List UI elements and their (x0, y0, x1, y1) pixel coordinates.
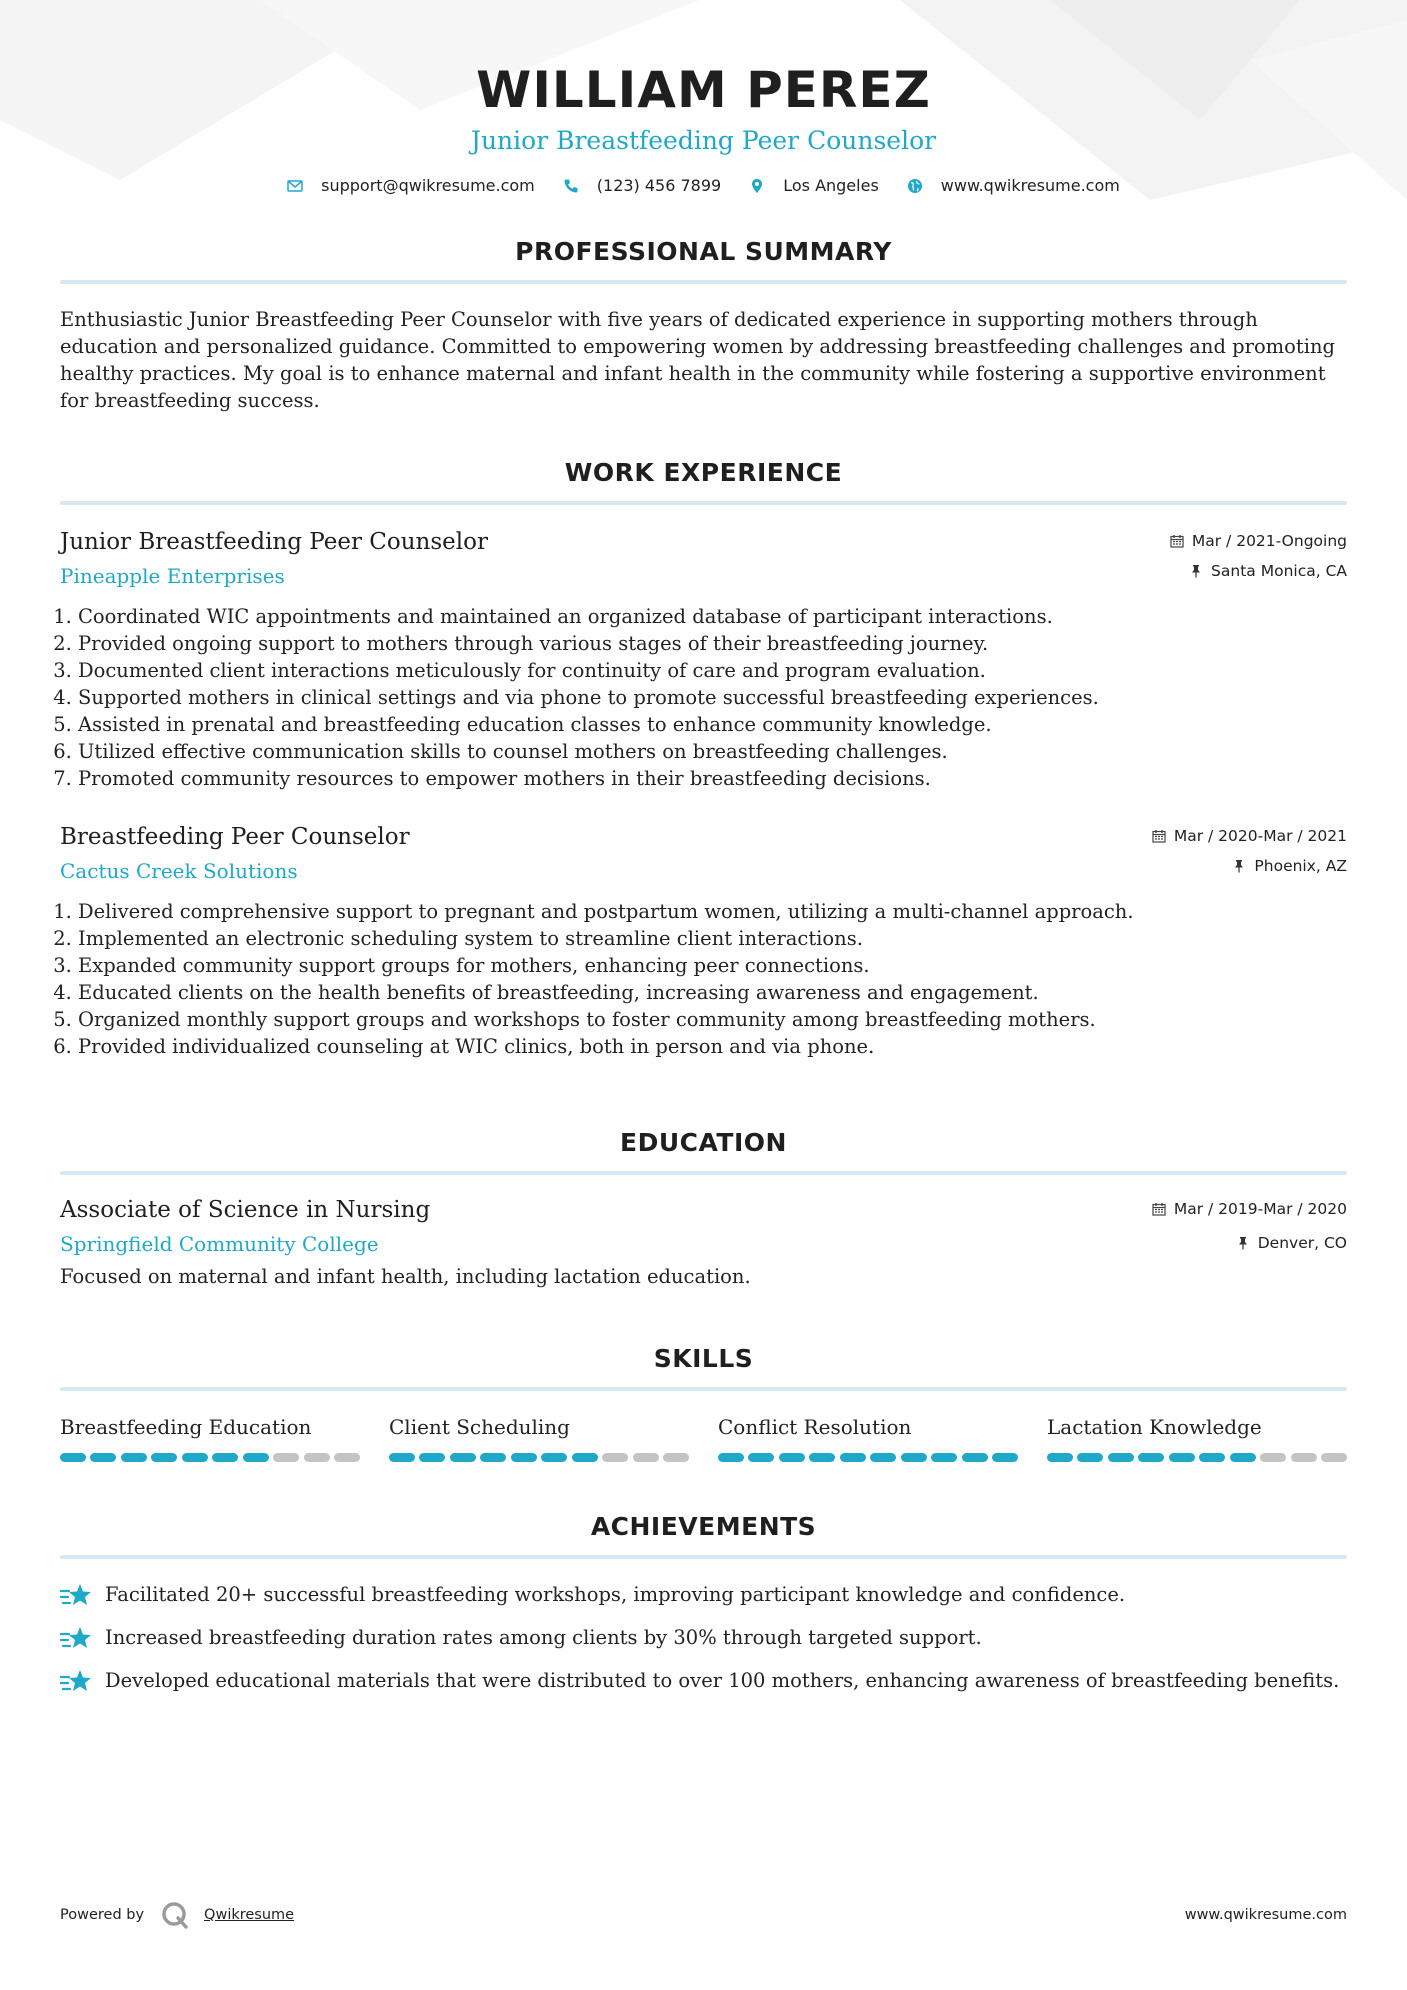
skills-heading: SKILLS (653, 1344, 754, 1373)
skill-segment-filled (748, 1453, 774, 1462)
education-location: Denver, CO (1257, 1234, 1347, 1252)
skill-segment-filled (90, 1453, 116, 1462)
education-description: Focused on maternal and infant health, including lactation education. (60, 1265, 751, 1288)
skill-segment-filled (1047, 1453, 1073, 1462)
skill-item (1047, 1413, 1347, 1462)
skill-segment-filled (480, 1453, 506, 1462)
duty-item: 4. Supported mothers in clinical settings and via phone to promote successful breastfeeding experiences. (78, 684, 1347, 711)
calendar-icon (1170, 534, 1184, 548)
skill-segment-filled (809, 1453, 835, 1462)
powered-by (60, 1900, 294, 1930)
education-entry (60, 1195, 1347, 1290)
shooting-star-icon (60, 1668, 92, 1694)
skill-segment-empty (1260, 1453, 1286, 1462)
skill-segment-filled (511, 1453, 537, 1462)
skill-segment-filled (541, 1453, 567, 1462)
shooting-star-icon (60, 1582, 92, 1608)
skill-segment-filled (60, 1453, 86, 1462)
skill-segment-filled (182, 1453, 208, 1462)
education-section (60, 1128, 1347, 1290)
skill-segment-filled (121, 1453, 147, 1462)
skill-segment-filled (572, 1453, 598, 1462)
achievement-item (60, 1581, 1347, 1608)
experience-section (60, 458, 1347, 1060)
job-dates: Mar / 2020-Mar / 2021 (1173, 827, 1347, 845)
globe-icon (907, 178, 923, 194)
pushpin-icon (1236, 1236, 1250, 1250)
skill-segment-filled (992, 1453, 1018, 1462)
achievement-text: Developed educational materials that were distributed to over 100 mothers, enhancing awareness of breastfeeding benefits. (105, 1669, 1340, 1692)
job-entry (60, 527, 1347, 792)
achievements-heading: ACHIEVEMENTS (590, 1512, 817, 1541)
summary-text: Enthusiastic Junior Breastfeeding Peer Counselor with five years of dedicated experience in supporting mothers through education and personalized guidance. Committed to empowering women by addressing breastfeeding challenges and promoting healthy practices. My goal is to enhance maternal and infant health in the community while fostering a supportive environment for breastfeeding success. (60, 308, 1336, 412)
pushpin-icon (1189, 564, 1203, 578)
phone-icon (563, 178, 579, 194)
section-divider (60, 1555, 1347, 1559)
skill-item (718, 1413, 1018, 1462)
contact-email[interactable] (287, 176, 535, 195)
duty-item: 3. Expanded community support groups for mothers, enhancing peer connections. (78, 952, 1347, 979)
skill-level-bar (60, 1453, 360, 1462)
skill-segment-filled (1199, 1453, 1225, 1462)
duty-item: 2. Provided ongoing support to mothers through various stages of their breastfeeding journey. (78, 630, 1347, 657)
skill-segment-filled (243, 1453, 269, 1462)
skill-segment-filled (389, 1453, 415, 1462)
achievement-item (60, 1624, 1347, 1651)
contact-location-text: Los Angeles (783, 176, 879, 195)
skill-name: Client Scheduling (389, 1415, 570, 1439)
skill-segment-filled (779, 1453, 805, 1462)
skill-level-bar (718, 1453, 1018, 1462)
contact-location (749, 176, 879, 195)
skill-item (389, 1413, 689, 1462)
company-name: Cactus Creek Solutions (60, 859, 298, 883)
skill-segment-filled (212, 1453, 238, 1462)
duty-item: 1. Delivered comprehensive support to pregnant and postpartum women, utilizing a multi-channel approach. (78, 898, 1347, 925)
skill-segment-filled (718, 1453, 744, 1462)
duty-list (60, 898, 1347, 1060)
job-location: Phoenix, AZ (1254, 857, 1347, 875)
job-location: Santa Monica, CA (1211, 562, 1347, 580)
candidate-name: WILLIAM PEREZ (476, 61, 931, 119)
skill-segment-empty (1291, 1453, 1317, 1462)
skill-segment-empty (633, 1453, 659, 1462)
contact-email-text: support@qwikresume.com (321, 176, 535, 195)
duty-item: 4. Educated clients on the health benefits of breastfeeding, increasing awareness and engagement. (78, 979, 1347, 1006)
duty-list (60, 603, 1347, 792)
skill-segment-filled (931, 1453, 957, 1462)
skill-segment-filled (1108, 1453, 1134, 1462)
duty-item: 1. Coordinated WIC appointments and maintained an organized database of participant interactions. (78, 603, 1347, 630)
pushpin-icon (1232, 859, 1246, 873)
job-entry (60, 822, 1347, 1060)
skill-segment-filled (1077, 1453, 1103, 1462)
achievement-text: Increased breastfeeding duration rates among clients by 30% through targeted support. (105, 1626, 982, 1649)
candidate-title: Junior Breastfeeding Peer Counselor (470, 126, 937, 155)
skill-segment-filled (901, 1453, 927, 1462)
skill-segment-empty (273, 1453, 299, 1462)
skill-segment-filled (1138, 1453, 1164, 1462)
duty-item: 5. Assisted in prenatal and breastfeeding education classes to enhance community knowledge. (78, 711, 1347, 738)
contact-bar (60, 176, 1347, 195)
skills-grid (60, 1413, 1347, 1462)
job-title: Junior Breastfeeding Peer Counselor (60, 529, 488, 555)
section-divider (60, 1171, 1347, 1175)
envelope-icon (287, 178, 303, 194)
company-name: Pineapple Enterprises (60, 564, 285, 588)
achievement-item (60, 1667, 1347, 1694)
duty-item: 3. Documented client interactions meticulously for continuity of care and program evaluation. (78, 657, 1347, 684)
page-footer (60, 1900, 1347, 1930)
experience-heading: WORK EXPERIENCE (564, 458, 843, 487)
skill-segment-empty (1321, 1453, 1347, 1462)
contact-website-text: www.qwikresume.com (940, 176, 1120, 195)
skill-item (60, 1413, 360, 1462)
contact-phone[interactable] (563, 176, 721, 195)
skill-segment-filled (151, 1453, 177, 1462)
contact-phone-text: (123) 456 7899 (596, 176, 722, 195)
skill-segment-empty (334, 1453, 360, 1462)
school-name: Springfield Community College (60, 1232, 379, 1256)
skills-section (60, 1344, 1347, 1462)
skill-name: Lactation Knowledge (1047, 1415, 1262, 1439)
brand-link[interactable]: Qwikresume (204, 1907, 295, 1923)
powered-by-label: Powered by (60, 1907, 145, 1923)
calendar-icon (1152, 829, 1166, 843)
skill-segment-filled (840, 1453, 866, 1462)
education-dates: Mar / 2019-Mar / 2020 (1173, 1200, 1347, 1218)
skill-segment-filled (1230, 1453, 1256, 1462)
skill-segment-empty (663, 1453, 689, 1462)
contact-website[interactable] (907, 176, 1120, 195)
skill-segment-empty (304, 1453, 330, 1462)
skill-segment-empty (602, 1453, 628, 1462)
summary-section (60, 237, 1347, 414)
footer-url[interactable]: www.qwikresume.com (1184, 1907, 1347, 1923)
skill-segment-filled (419, 1453, 445, 1462)
duty-item: 2. Implemented an electronic scheduling system to streamline client interactions. (78, 925, 1347, 952)
duty-item: 5. Organized monthly support groups and workshops to foster community among breastfeeding mothers. (78, 1006, 1347, 1033)
job-title: Breastfeeding Peer Counselor (60, 824, 410, 850)
duty-item: 6. Provided individualized counseling at WIC clinics, both in person and via phone. (78, 1033, 1347, 1060)
skill-name: Breastfeeding Education (60, 1415, 312, 1439)
section-divider (60, 1387, 1347, 1391)
skill-segment-filled (962, 1453, 988, 1462)
skill-level-bar (1047, 1453, 1347, 1462)
job-dates: Mar / 2021-Ongoing (1191, 532, 1347, 550)
skill-name: Conflict Resolution (718, 1415, 912, 1439)
location-pin-icon (749, 178, 765, 194)
skill-segment-filled (1169, 1453, 1195, 1462)
qwikresume-logo-icon (160, 1900, 190, 1930)
achievements-section (60, 1512, 1347, 1694)
calendar-icon (1152, 1202, 1166, 1216)
education-heading: EDUCATION (620, 1128, 787, 1157)
shooting-star-icon (60, 1625, 92, 1651)
degree-title: Associate of Science in Nursing (60, 1197, 431, 1223)
duty-item: 6. Utilized effective communication skills to counsel mothers on breastfeeding challenges. (78, 738, 1347, 765)
section-divider (60, 501, 1347, 505)
section-divider (60, 280, 1347, 284)
skill-segment-filled (450, 1453, 476, 1462)
duty-item: 7. Promoted community resources to empower mothers in their breastfeeding decisions. (78, 765, 1347, 792)
skill-level-bar (389, 1453, 689, 1462)
summary-heading: PROFESSIONAL SUMMARY (515, 237, 892, 266)
skill-segment-filled (870, 1453, 896, 1462)
achievement-text: Facilitated 20+ successful breastfeeding workshops, improving participant knowledge and confidence. (105, 1583, 1126, 1606)
